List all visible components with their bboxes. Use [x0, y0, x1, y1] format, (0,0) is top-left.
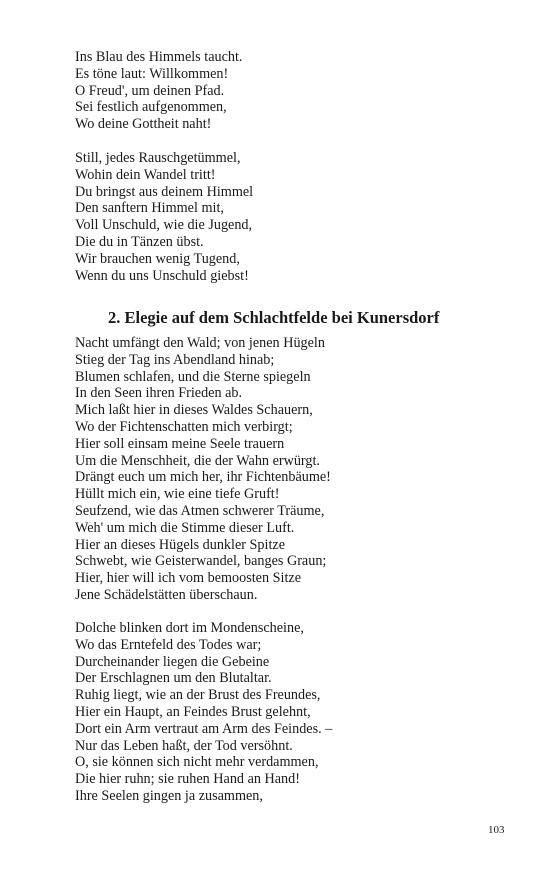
poem-line: Du bringst aus deinem Himmel [75, 183, 254, 200]
page-number: 103 [488, 824, 505, 836]
poem-line: Blumen schlafen, und die Sterne spiegeln [75, 368, 311, 385]
poem-line: Dolche blinken dort im Mondenscheine, [75, 620, 304, 636]
poem-line: Sei festlich aufgenommen, [75, 99, 227, 116]
poem-line: Der Erschlagnen um den Blutaltar. [75, 670, 272, 687]
poem-line: Hier an dieses Hügels dunkler Spitze [75, 536, 285, 553]
poem-line: O, sie können sich nicht mehr verdammen, [75, 754, 319, 771]
poem-stanza [75, 150, 253, 284]
poem-line: Ins Blau des Himmels taucht. [75, 49, 243, 65]
poem-line: Wohin dein Wandel tritt! [75, 166, 216, 183]
poem-line: Ruhig liegt, wie an der Brust des Freundes, [75, 687, 321, 704]
poem-line: Dort ein Arm vertraut am Arm des Feindes. – [75, 720, 333, 737]
poem-line: Nacht umfängt den Wald; von jenen Hügeln [75, 335, 325, 351]
poem-line: Wenn du uns Unschuld giebst! [75, 267, 249, 284]
poem-line: Drängt euch um mich her, ihr Fichtenbäume! [75, 469, 331, 486]
poem-line: Wo der Fichtenschatten mich verbirgt; [75, 418, 293, 435]
poem-line: Wo das Erntefeld des Todes war; [75, 636, 262, 653]
poem-line: Hier ein Haupt, an Feindes Brust gelehnt, [75, 703, 311, 720]
poem-line: Um die Menschheit, die der Wahn erwürgt. [75, 452, 320, 469]
poem-line: Wo deine Gottheit naht! [75, 116, 212, 133]
poem-line: Wir brauchen wenig Tugend, [75, 250, 240, 267]
poem-line: Still, jedes Rauschgetümmel, [75, 150, 241, 166]
poem-line: Jene Schädelstätten überschaun. [75, 586, 258, 603]
poem-line: O Freud', um deinen Pfad. [75, 82, 225, 99]
poem-line: Den sanftern Himmel mit, [75, 200, 224, 217]
poem-stanza [75, 335, 331, 604]
poem-stanza [75, 49, 242, 133]
poem-line: Hüllt mich ein, wie eine tiefe Gruft! [75, 486, 280, 503]
poem-heading: 2. Elegie auf dem Schlachtfelde bei Kunersdorf [108, 308, 440, 327]
poem-line: Voll Unschuld, wie die Jugend, [75, 217, 253, 234]
poem-line: In den Seen ihren Frieden ab. [75, 385, 243, 402]
poem-line: Stieg der Tag ins Abendland hinab; [75, 351, 275, 368]
poem-line: Mich laßt hier in dieses Waldes Schauern, [75, 402, 313, 419]
poem-line: Die hier ruhn; sie ruhen Hand an Hand! [75, 771, 300, 788]
poem-line: Schwebt, wie Geisterwandel, banges Graun; [75, 553, 327, 570]
poem-line: Seufzend, wie das Atmen schwerer Träume, [75, 502, 325, 519]
poem-line: Durcheinander liegen die Gebeine [75, 653, 270, 670]
poem-line: Hier, hier will ich vom bemoosten Sitze [75, 570, 301, 587]
poem-line: Ihre Seelen gingen ja zusammen, [75, 787, 263, 804]
poem-line: Die du in Tänzen übst. [75, 233, 204, 250]
poem-line: Nur das Leben haßt, der Tod versöhnt. [75, 737, 293, 754]
poem-line: Hier soll einsam meine Seele trauern [75, 435, 285, 452]
poem-stanza [75, 620, 332, 805]
poem-line: Es töne laut: Willkommen! [75, 65, 229, 82]
poem-line: Weh' um mich die Stimme dieser Luft. [75, 519, 295, 536]
